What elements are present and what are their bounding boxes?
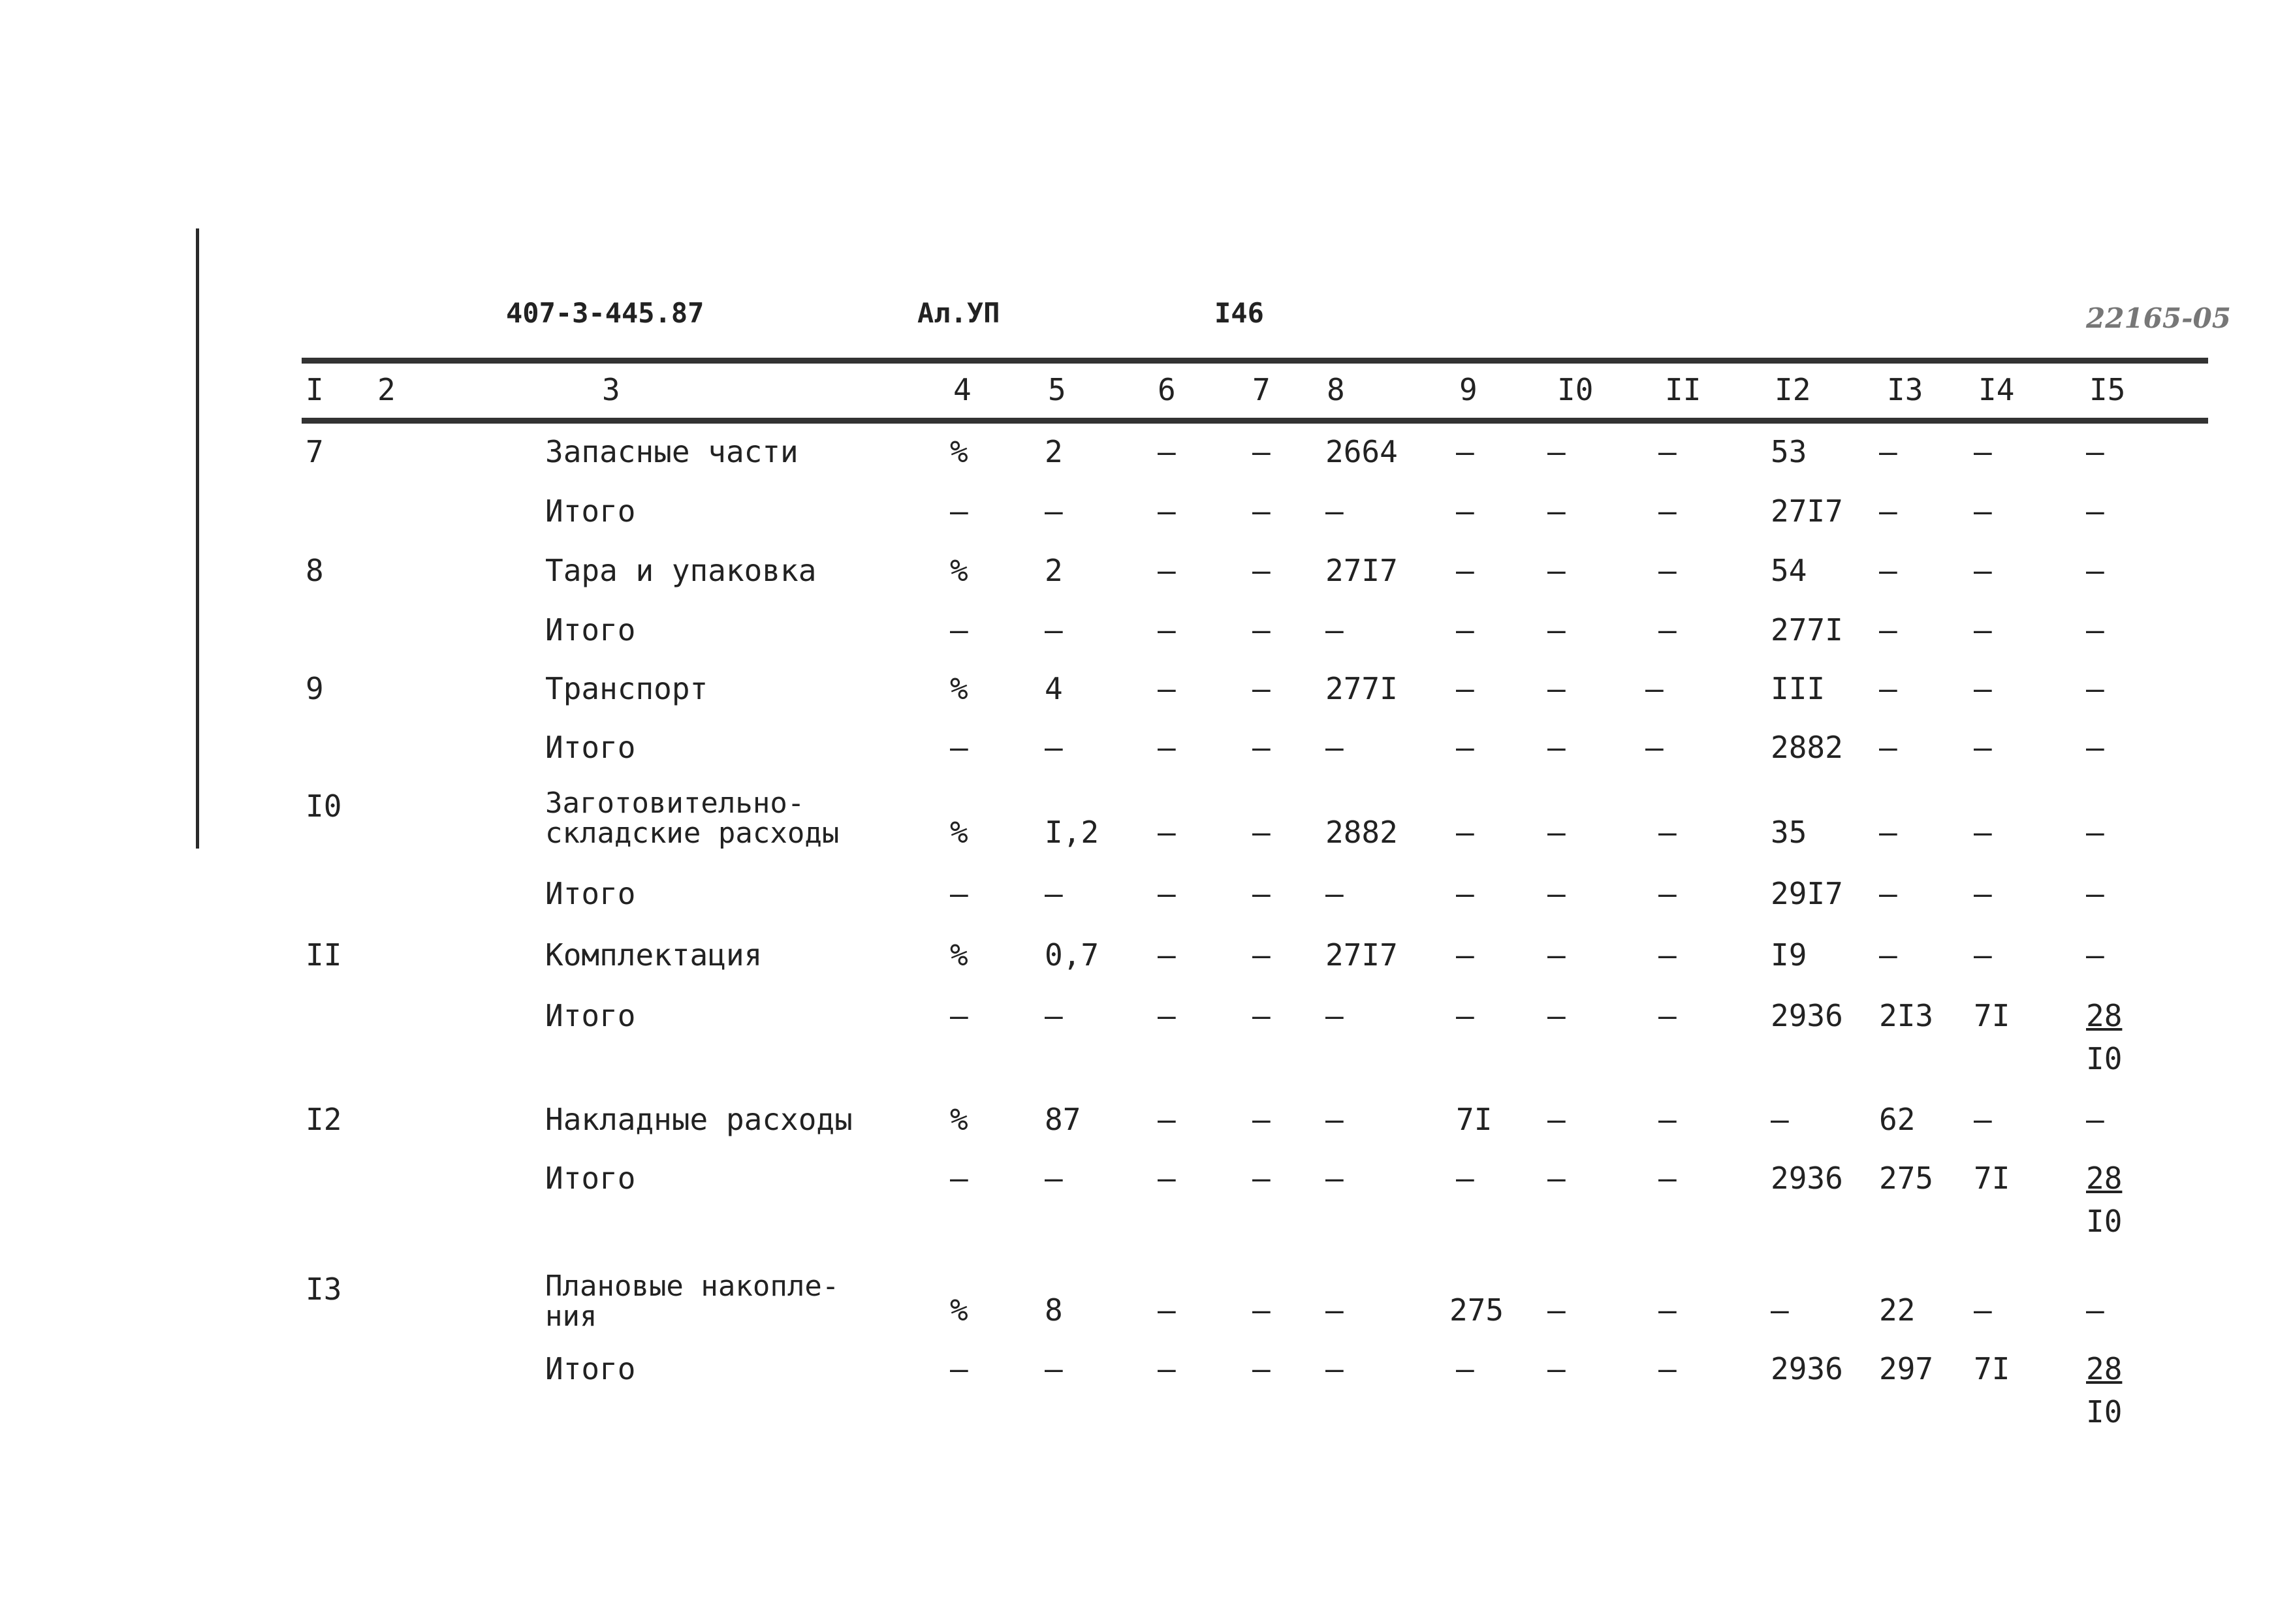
cell-col-14: 7I: [1974, 1161, 2010, 1196]
column-header: I0: [1557, 372, 1594, 407]
cell-col-9: 7I: [1456, 1102, 1493, 1137]
column-header: 3: [602, 372, 620, 407]
cell-col-7: –: [1252, 876, 1271, 911]
cell-col-13: 275: [1879, 1161, 1934, 1196]
cell-col-4: %: [950, 815, 968, 850]
column-header: I2: [1775, 372, 1811, 407]
cell-col-5: –: [1045, 612, 1063, 648]
cell-col-14: –: [1974, 876, 1992, 911]
cell-col-5: –: [1045, 876, 1063, 911]
cell-col-7: –: [1252, 1102, 1271, 1137]
cell-col-11: –: [1658, 553, 1677, 588]
cell-col-15: –: [2086, 493, 2104, 529]
cell-col-9: –: [1456, 730, 1474, 765]
cell-col-5: 4: [1045, 671, 1063, 706]
cell-col-12: 2936: [1771, 1161, 1843, 1196]
cell-col-6: –: [1158, 815, 1176, 850]
column-header: 5: [1048, 372, 1066, 407]
cell-col-4: %: [950, 671, 968, 706]
cell-col-8: 277I: [1325, 671, 1398, 706]
cell-col-13: 62: [1879, 1102, 1916, 1137]
cell-col-11: –: [1658, 612, 1677, 648]
row-number: I2: [306, 1102, 342, 1137]
cell-col-11: –: [1658, 937, 1677, 973]
cell-col-4: –: [950, 730, 968, 765]
cell-col-8: 27I7: [1325, 553, 1398, 588]
cell-col-9: –: [1456, 1351, 1474, 1386]
row-description: Тара и упаковка: [545, 553, 817, 588]
cell-col-7: –: [1252, 1161, 1271, 1196]
cell-col-10: –: [1547, 671, 1566, 706]
cell-col-13: 22: [1879, 1292, 1916, 1328]
cell-col-7: –: [1252, 493, 1271, 529]
cell-col-13: –: [1879, 612, 1897, 648]
cell-col-6: –: [1158, 493, 1176, 529]
cell-col-9: –: [1456, 493, 1474, 529]
cell-col-11: –: [1658, 1102, 1677, 1137]
cell-col-13: –: [1879, 493, 1897, 529]
cell-col-9: –: [1456, 1161, 1474, 1196]
row-description: Комплектация: [545, 937, 763, 973]
column-header-row: [0, 372, 2293, 411]
cell-col-11: –: [1658, 1161, 1677, 1196]
cell-col-13: –: [1879, 730, 1897, 765]
cell-col-8: –: [1325, 1292, 1344, 1328]
cell-col-7: –: [1252, 815, 1271, 850]
column-header: 6: [1158, 372, 1176, 407]
column-header: I5: [2089, 372, 2126, 407]
cell-col-4: –: [950, 1351, 968, 1386]
cell-col-8: –: [1325, 1161, 1344, 1196]
cell-col-9: –: [1456, 671, 1474, 706]
cell-col-12: III: [1771, 671, 1826, 706]
cell-col-11: –: [1658, 1351, 1677, 1386]
cell-col-10: –: [1547, 1161, 1566, 1196]
cell-col-14: –: [1974, 612, 1992, 648]
row-description: Итого: [545, 1351, 636, 1386]
cell-col-7: –: [1252, 553, 1271, 588]
header-bottom-rule: [302, 418, 2208, 424]
cell-col-6: –: [1158, 671, 1176, 706]
cell-col-9: –: [1456, 937, 1474, 973]
cell-col-14: 7I: [1974, 1351, 2010, 1386]
cell-col-12: –: [1771, 1292, 1789, 1328]
cell-col-13: –: [1879, 671, 1897, 706]
cell-col-7: –: [1252, 1351, 1271, 1386]
row-description: Накладные расходы: [545, 1102, 853, 1137]
cell-col-14: –: [1974, 553, 1992, 588]
cell-col-5: 8: [1045, 1292, 1063, 1328]
cell-col-10: –: [1547, 730, 1566, 765]
cell-col-11: –: [1658, 876, 1677, 911]
cell-col-14: –: [1974, 730, 1992, 765]
cell-col-10: –: [1547, 1102, 1566, 1137]
cell-col-4: –: [950, 876, 968, 911]
cell-col-11: –: [1658, 998, 1677, 1033]
cell-col-5: –: [1045, 493, 1063, 529]
cell-col-13: 2I3: [1879, 998, 1934, 1033]
cell-col-5: –: [1045, 998, 1063, 1033]
row-number: 7: [306, 434, 324, 469]
cell-col-6: –: [1158, 730, 1176, 765]
cell-col-6: –: [1158, 553, 1176, 588]
cell-col-15-denominator: I0: [2086, 1041, 2123, 1076]
cell-col-8: –: [1325, 1102, 1344, 1137]
page-number: I46: [1214, 297, 1264, 329]
row-description: Итого: [545, 998, 636, 1033]
cell-col-6: –: [1158, 1351, 1176, 1386]
cell-col-5: –: [1045, 1161, 1063, 1196]
cell-col-9: –: [1456, 434, 1474, 469]
cell-col-15: –: [2086, 876, 2104, 911]
column-header: 8: [1327, 372, 1345, 407]
cell-col-13: 297: [1879, 1351, 1934, 1386]
cell-col-7: –: [1252, 434, 1271, 469]
cell-col-14: –: [1974, 493, 1992, 529]
column-header: I3: [1887, 372, 1923, 407]
cell-col-5: I,2: [1045, 815, 1099, 850]
cell-col-11: –: [1645, 730, 1664, 765]
cell-col-6: –: [1158, 1161, 1176, 1196]
row-description-line: Заготовительно-: [545, 787, 805, 820]
cell-col-4: %: [950, 1292, 968, 1328]
cell-col-8: 2882: [1325, 815, 1398, 850]
cell-col-8: –: [1325, 998, 1344, 1033]
cell-col-11: –: [1658, 434, 1677, 469]
cell-col-10: –: [1547, 612, 1566, 648]
cell-col-7: –: [1252, 1292, 1271, 1328]
document-header: [0, 297, 2293, 336]
row-description: Итого: [545, 1161, 636, 1196]
cell-col-15: –: [2086, 730, 2104, 765]
cell-col-11: –: [1658, 493, 1677, 529]
row-number: 8: [306, 553, 324, 588]
cell-col-6: –: [1158, 876, 1176, 911]
cell-col-12: 53: [1771, 434, 1807, 469]
column-header: I4: [1978, 372, 2015, 407]
cell-col-13: –: [1879, 876, 1897, 911]
handwritten-stamp: 22165-05: [2086, 302, 2231, 334]
cell-col-11: –: [1658, 815, 1677, 850]
row-description-line: складские расходы: [545, 817, 840, 850]
cell-col-12: –: [1771, 1102, 1789, 1137]
row-description: Итого: [545, 493, 636, 529]
cell-col-9: –: [1456, 876, 1474, 911]
cell-col-14: –: [1974, 815, 1992, 850]
cell-col-10: –: [1547, 493, 1566, 529]
cell-col-6: –: [1158, 612, 1176, 648]
cell-col-5: –: [1045, 1351, 1063, 1386]
cell-col-4: %: [950, 937, 968, 973]
cell-col-7: –: [1252, 937, 1271, 973]
row-description: Итого: [545, 876, 636, 911]
cell-col-5: 87: [1045, 1102, 1081, 1137]
cell-col-10: –: [1547, 1292, 1566, 1328]
cell-col-5: 2: [1045, 553, 1063, 588]
column-header: 7: [1252, 372, 1271, 407]
cell-col-10: –: [1547, 553, 1566, 588]
cell-col-4: –: [950, 612, 968, 648]
row-description-line: Плановые накопле-: [545, 1270, 840, 1303]
cell-col-15: –: [2086, 671, 2104, 706]
cell-col-14: –: [1974, 434, 1992, 469]
cell-col-6: –: [1158, 998, 1176, 1033]
cell-col-15-denominator: I0: [2086, 1394, 2123, 1429]
cell-col-6: –: [1158, 937, 1176, 973]
cell-col-15-numerator: 28: [2086, 1161, 2123, 1196]
cell-col-5: 2: [1045, 434, 1063, 469]
doc-code: 407-3-445.87: [506, 297, 704, 329]
cell-col-14: –: [1974, 1292, 1992, 1328]
cell-col-10: –: [1547, 434, 1566, 469]
column-header: 4: [953, 372, 972, 407]
cell-col-13: –: [1879, 937, 1897, 973]
cell-col-7: –: [1252, 998, 1271, 1033]
cell-col-15: –: [2086, 1102, 2104, 1137]
row-number: 9: [306, 671, 324, 706]
cell-col-9: –: [1456, 815, 1474, 850]
cell-col-15-numerator: 28: [2086, 1351, 2123, 1386]
column-header: II: [1665, 372, 1701, 407]
cell-col-9: –: [1456, 553, 1474, 588]
cell-col-6: –: [1158, 1102, 1176, 1137]
cell-col-12: 29I7: [1771, 876, 1843, 911]
cell-col-9: –: [1456, 612, 1474, 648]
column-header: 2: [377, 372, 396, 407]
cell-col-6: –: [1158, 1292, 1176, 1328]
cell-col-4: %: [950, 434, 968, 469]
cell-col-4: –: [950, 493, 968, 529]
cell-col-15-denominator: I0: [2086, 1204, 2123, 1239]
cell-col-13: –: [1879, 815, 1897, 850]
cell-col-12: 35: [1771, 815, 1807, 850]
row-number: I3: [306, 1272, 342, 1307]
header-top-rule: [302, 358, 2208, 364]
cell-col-4: –: [950, 1161, 968, 1196]
cell-col-14: –: [1974, 1102, 1992, 1137]
cell-col-7: –: [1252, 612, 1271, 648]
cell-col-9: 275: [1449, 1292, 1504, 1328]
cell-col-5: 0,7: [1045, 937, 1099, 973]
cell-col-4: %: [950, 1102, 968, 1137]
cell-col-8: –: [1325, 612, 1344, 648]
cell-col-13: –: [1879, 434, 1897, 469]
cell-col-7: –: [1252, 671, 1271, 706]
cell-col-5: –: [1045, 730, 1063, 765]
row-description: Итого: [545, 612, 636, 648]
cell-col-8: –: [1325, 730, 1344, 765]
cell-col-10: –: [1547, 1351, 1566, 1386]
cell-col-15-numerator: 28: [2086, 998, 2123, 1033]
cell-col-4: –: [950, 998, 968, 1033]
row-number: II: [306, 937, 342, 973]
cell-col-15: –: [2086, 815, 2104, 850]
cell-col-15: –: [2086, 553, 2104, 588]
cell-col-12: 277I: [1771, 612, 1843, 648]
cell-col-4: %: [950, 553, 968, 588]
cell-col-15: –: [2086, 612, 2104, 648]
album-label: Ал.УП: [917, 297, 1000, 329]
cell-col-6: –: [1158, 434, 1176, 469]
cell-col-7: –: [1252, 730, 1271, 765]
cell-col-14: 7I: [1974, 998, 2010, 1033]
cell-col-14: –: [1974, 671, 1992, 706]
cell-col-8: 27I7: [1325, 937, 1398, 973]
cell-col-11: –: [1658, 1292, 1677, 1328]
row-description: Запасные части: [545, 434, 799, 469]
cell-col-12: 2936: [1771, 998, 1843, 1033]
cell-col-10: –: [1547, 876, 1566, 911]
cell-col-12: I9: [1771, 937, 1807, 973]
cell-col-12: 54: [1771, 553, 1807, 588]
cell-col-10: –: [1547, 815, 1566, 850]
cell-col-15: –: [2086, 1292, 2104, 1328]
column-header: I: [306, 372, 324, 407]
cell-col-11: –: [1645, 671, 1664, 706]
cell-col-10: –: [1547, 998, 1566, 1033]
cell-col-15: –: [2086, 937, 2104, 973]
row-description-line: ния: [545, 1300, 597, 1333]
row-description: Итого: [545, 730, 636, 765]
cell-col-8: –: [1325, 1351, 1344, 1386]
cell-col-9: –: [1456, 998, 1474, 1033]
cell-col-8: –: [1325, 876, 1344, 911]
column-header: 9: [1459, 372, 1478, 407]
cell-col-12: 2936: [1771, 1351, 1843, 1386]
cell-col-10: –: [1547, 937, 1566, 973]
cell-col-14: –: [1974, 937, 1992, 973]
cell-col-8: 2664: [1325, 434, 1398, 469]
row-description: Транспорт: [545, 671, 708, 706]
cell-col-15: –: [2086, 434, 2104, 469]
cell-col-8: –: [1325, 493, 1344, 529]
cell-col-12: 2882: [1771, 730, 1843, 765]
cell-col-13: –: [1879, 553, 1897, 588]
cell-col-12: 27I7: [1771, 493, 1843, 529]
row-number: I0: [306, 789, 342, 824]
